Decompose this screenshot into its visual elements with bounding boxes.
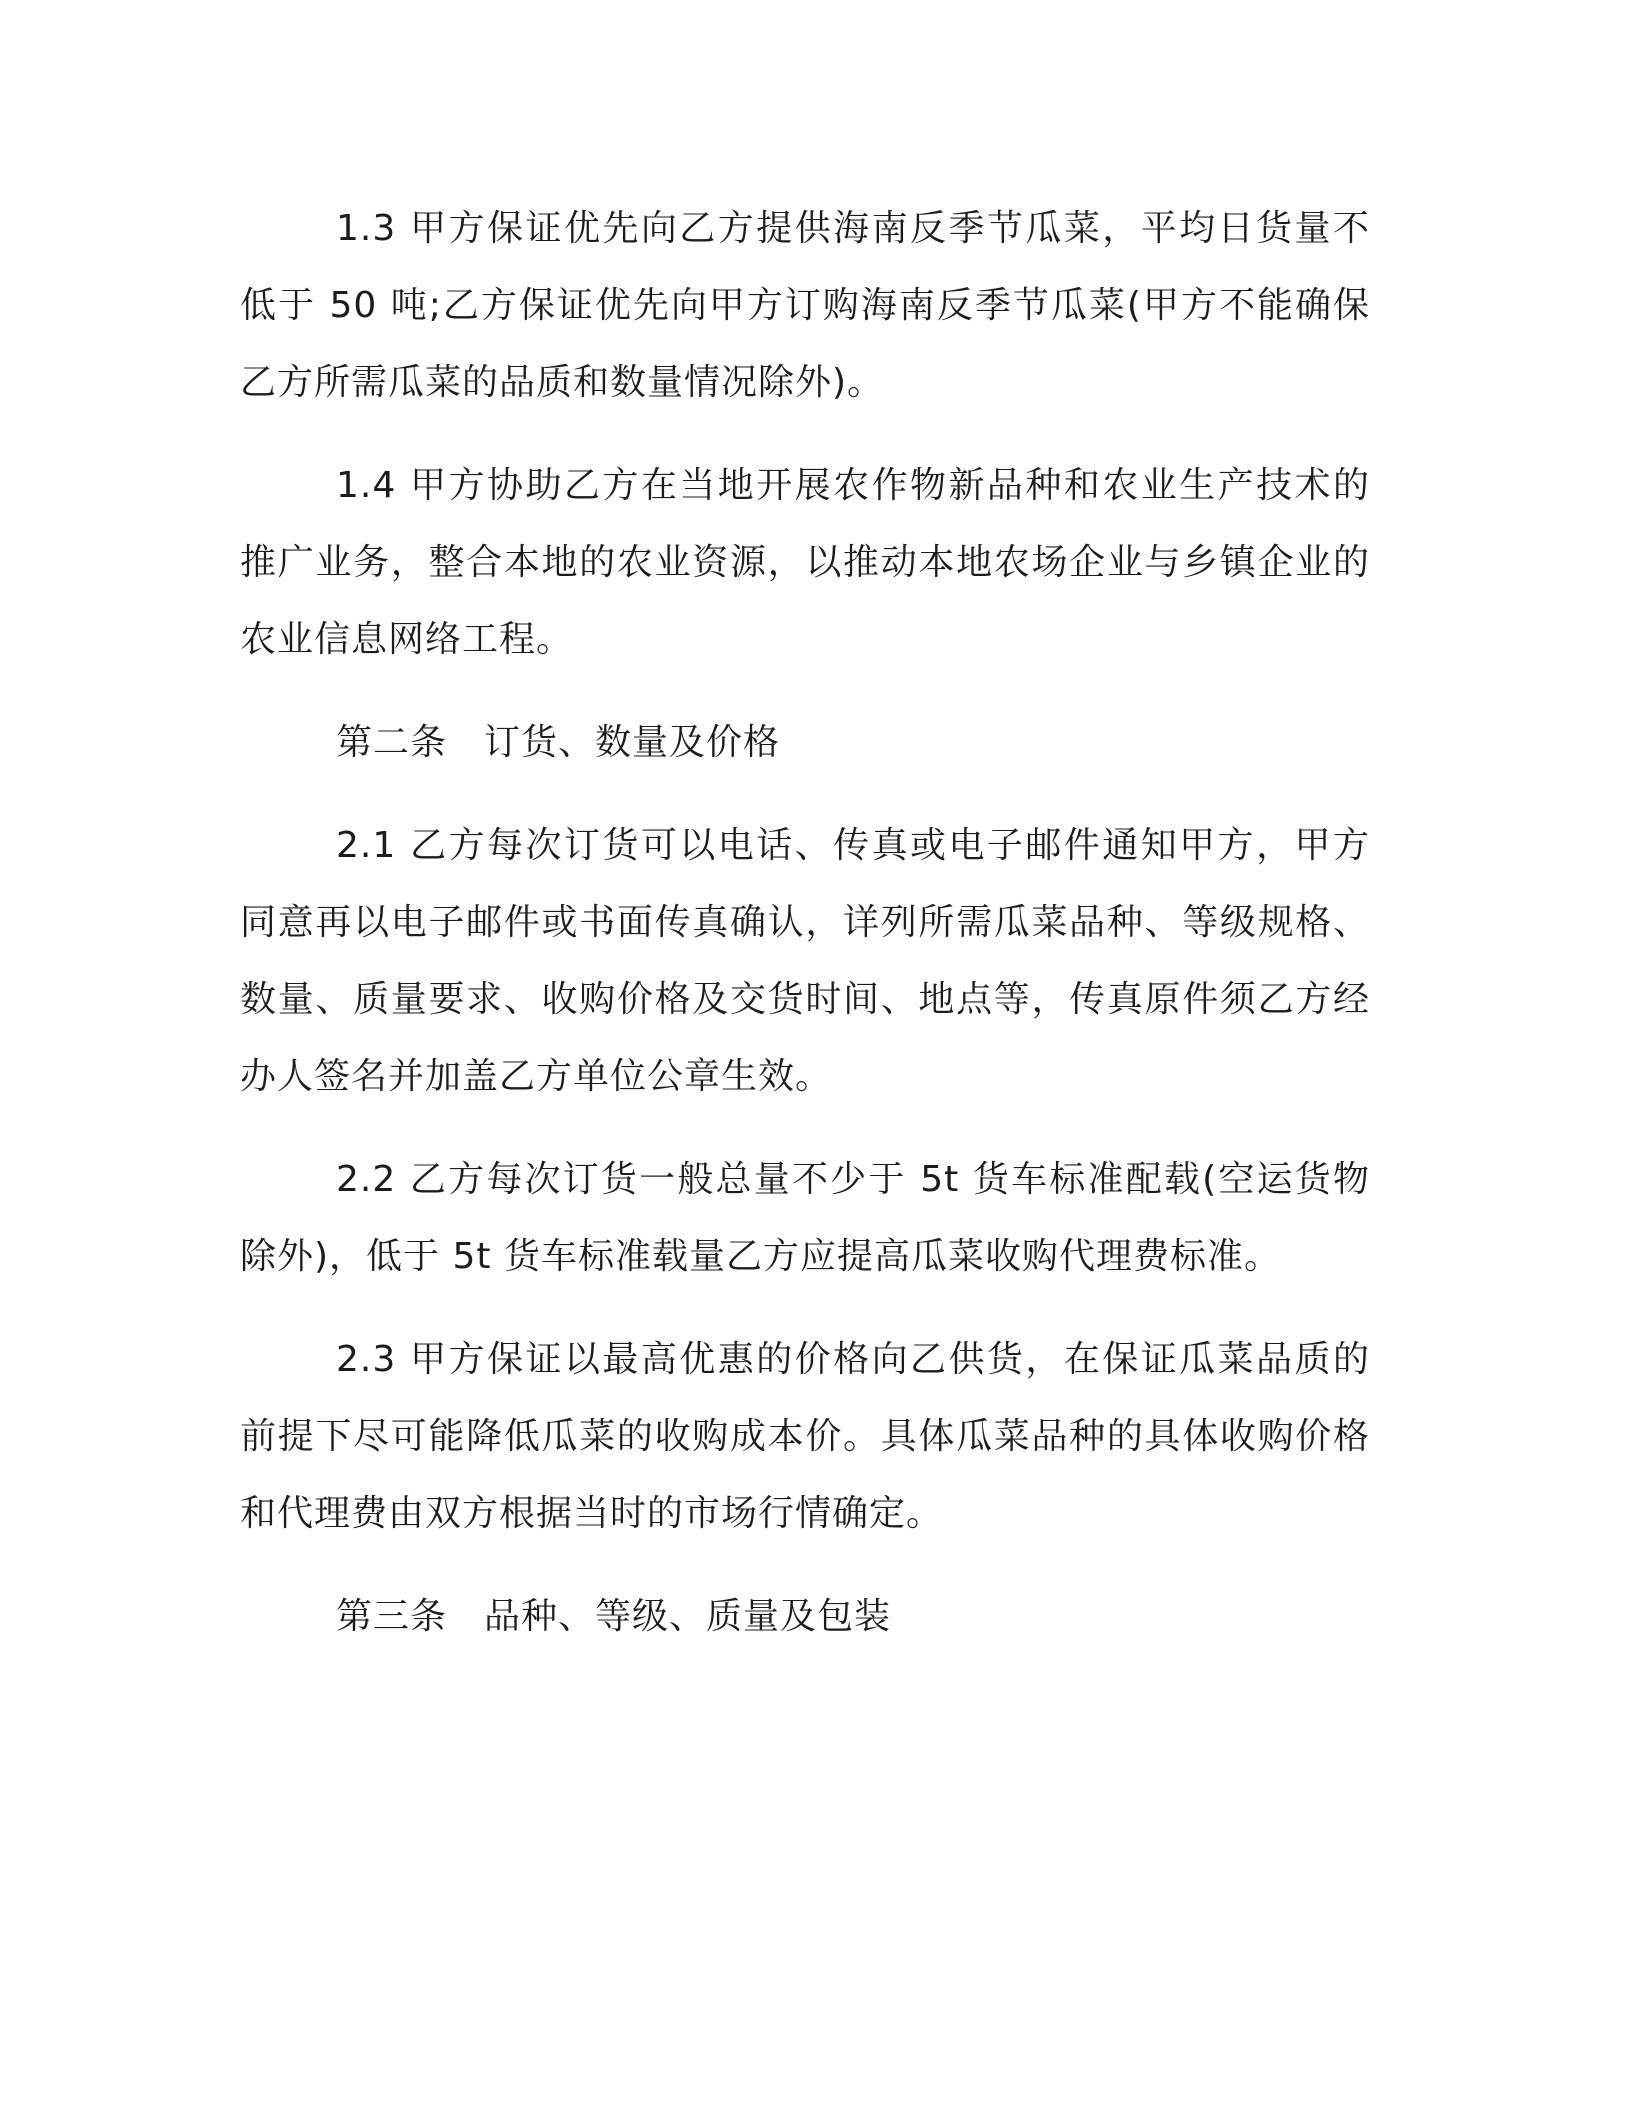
clause-2-1: 2.1 乙方每次订货可以电话、传真或电子邮件通知甲方，甲方同意再以电子邮件或书面传真确认，详列所需瓜菜品种、等级规格、数量、质量要求、收购价格及交货时间、地点等，传真原件须乙方经办人签名并加盖乙方单位公章生效。 [240,825,1370,1097]
clause-2-3: 2.3 甲方保证以最高优惠的价格向乙供货，在保证瓜菜品质的前提下尽可能降低瓜菜的收购成本价。具体瓜菜品种的具体收购价格和代理费由双方根据当时的市场行情确定。 [240,1339,1370,1534]
clause-1-3: 1.3 甲方保证优先向乙方提供海南反季节瓜菜，平均日货量不低于 50 吨;乙方保证优先向甲方订购海南反季节瓜菜(甲方不能确保乙方所需瓜菜的品质和数量情况除外)。 [240,208,1370,403]
clause-2-2: 2.2 乙方每次订货一般总量不少于 5t 货车标准配载(空运货物除外)，低于 5t 货车标准载量乙方应提高瓜菜收购代理费标准。 [240,1159,1370,1277]
clause-1-4: 1.4 甲方协助乙方在当地开展农作物新品种和农业生产技术的推广业务，整合本地的农业资源，以推动本地农场企业与乡镇企业的农业信息网络工程。 [240,465,1370,660]
article-2-heading: 第二条 订货、数量及价格 [336,722,781,763]
document-body [240,190,1370,1681]
article-3-heading: 第三条 品种、等级、质量及包装 [336,1596,892,1637]
